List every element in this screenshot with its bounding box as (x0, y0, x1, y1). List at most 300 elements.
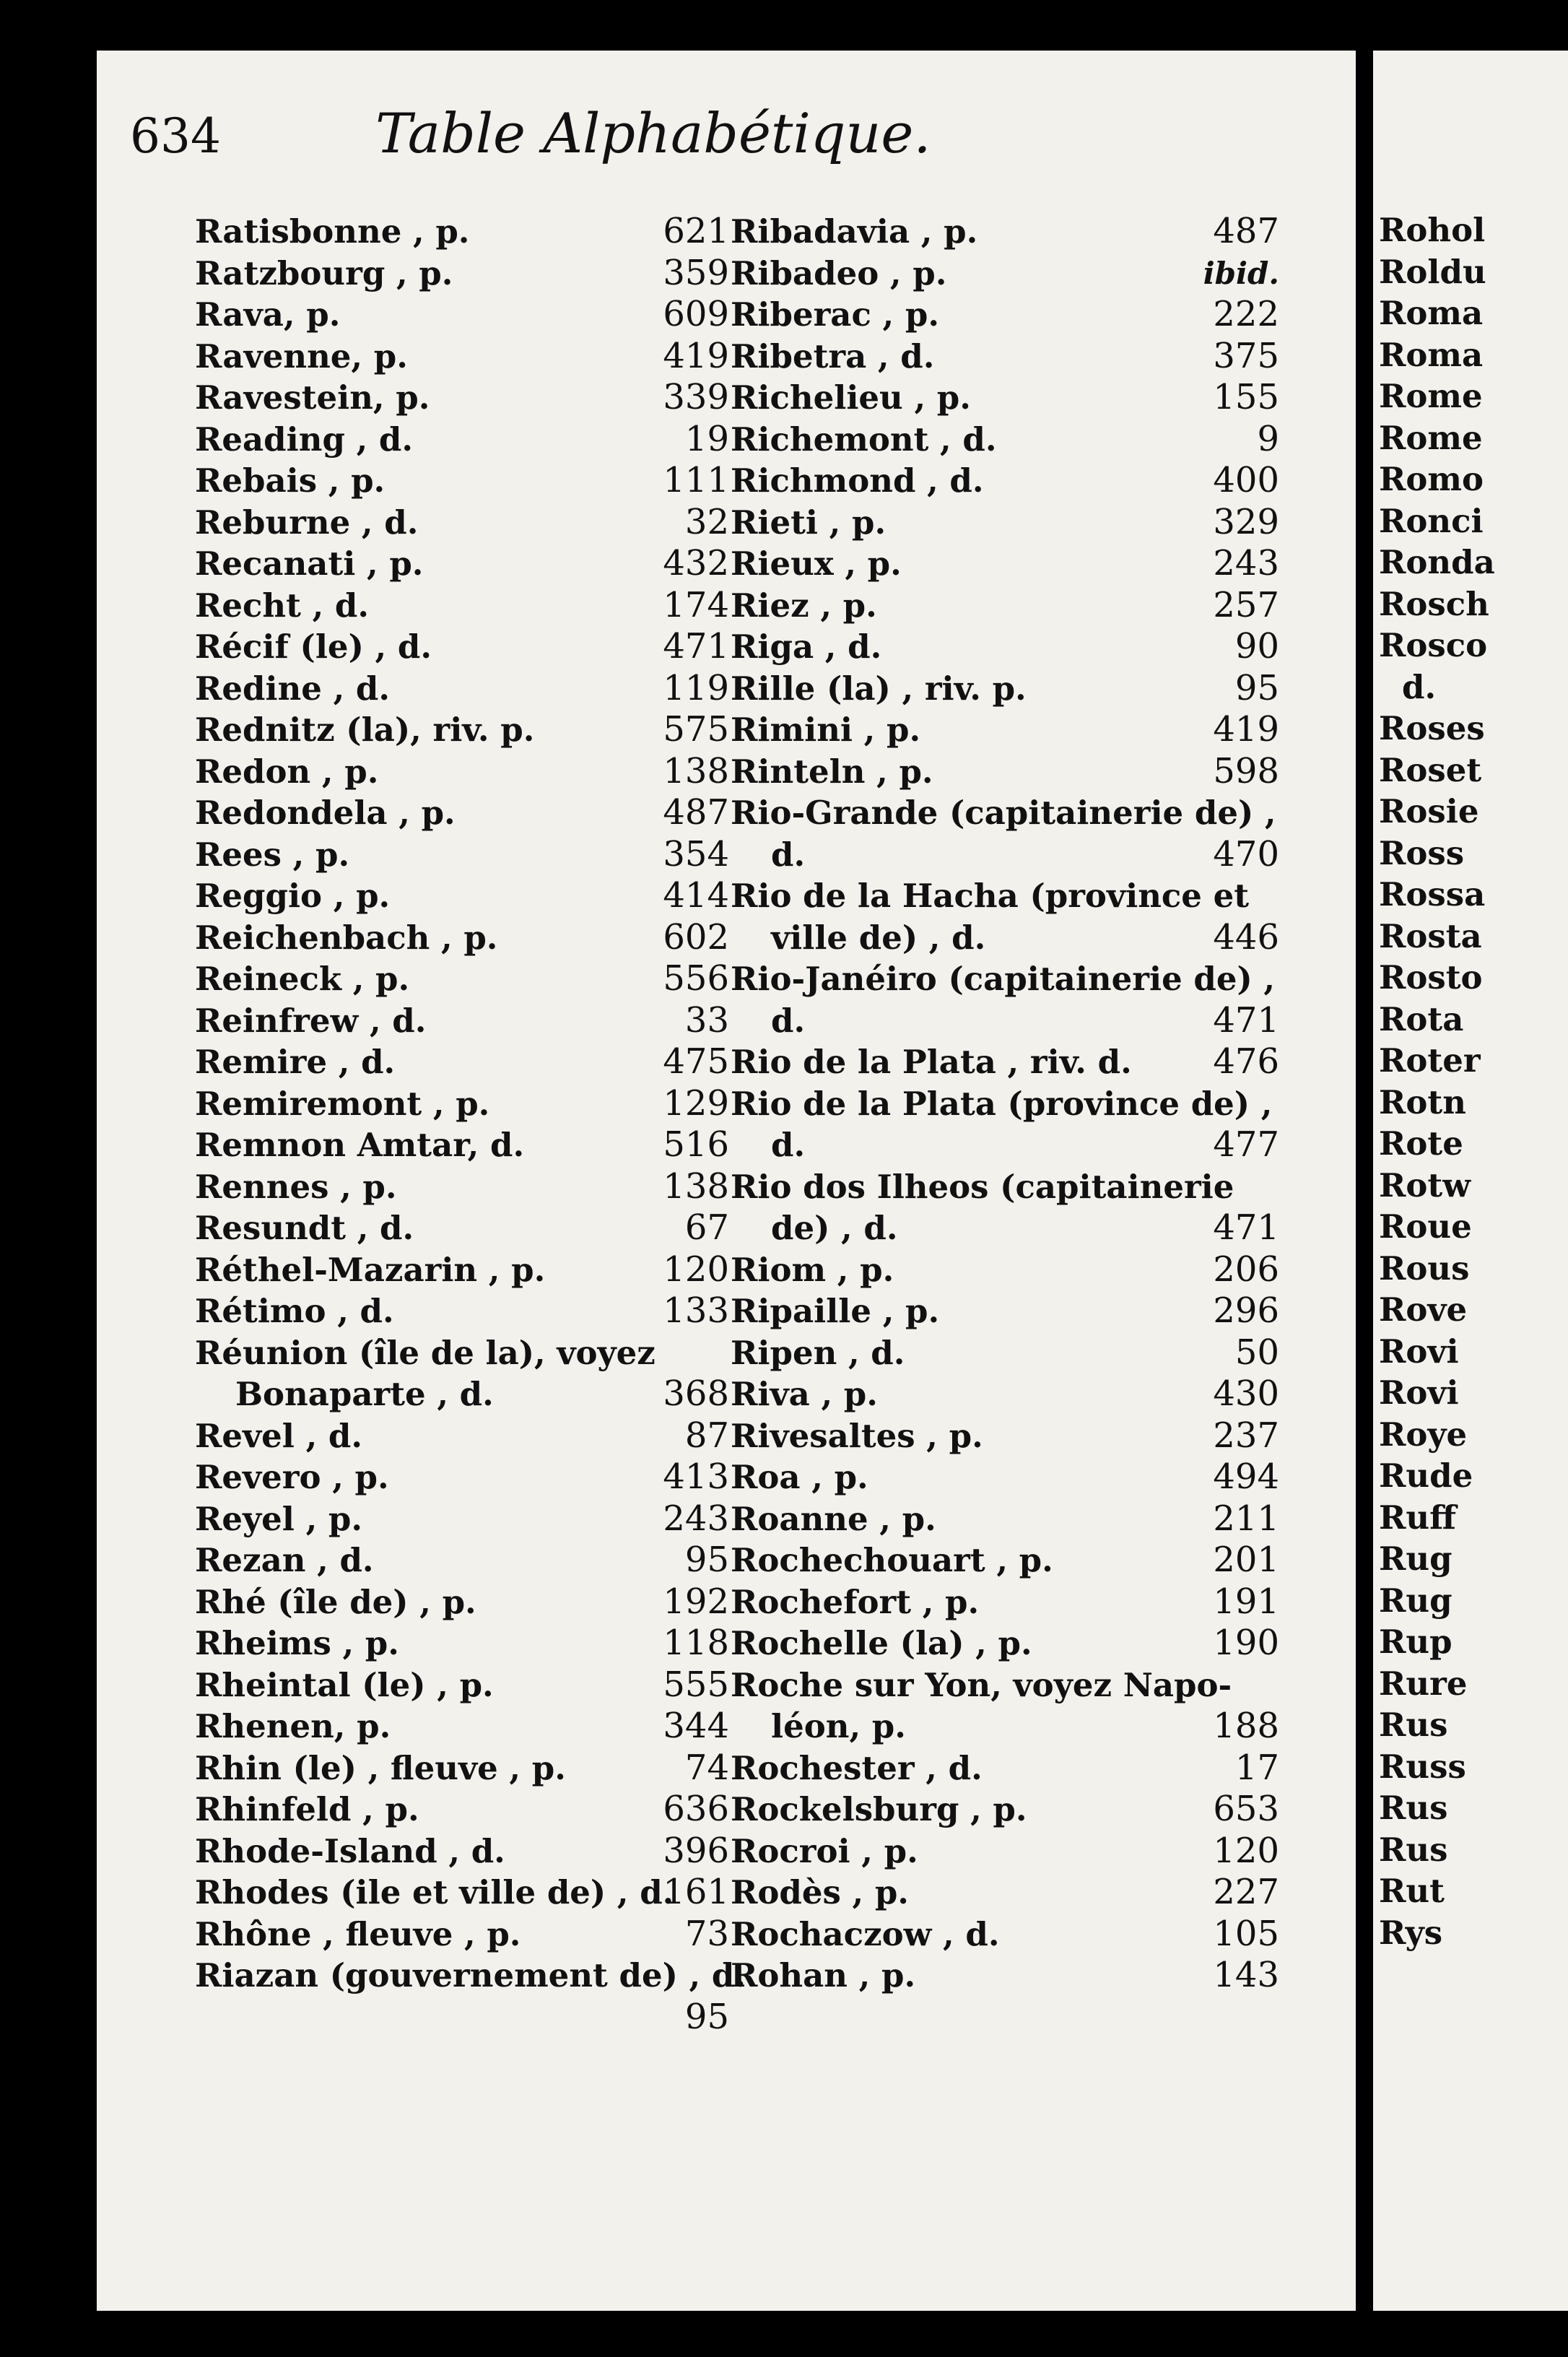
entry-page-number: 446 (1213, 916, 1279, 958)
entry-name: Ravenne, p. (195, 337, 408, 376)
index-entry (195, 834, 729, 876)
entry-name: Rio-Grande (capitainerie de) , (731, 794, 1276, 832)
facing-entry-fragment: Ronda (1379, 543, 1495, 581)
facing-entry-fragment: Rome (1379, 377, 1483, 415)
entry-page-number: 90 (1234, 626, 1279, 667)
entry-page-number: 67 (684, 1207, 729, 1248)
entry-name: Bonaparte , d. (235, 1375, 494, 1413)
entry-page-number: 516 (663, 1124, 729, 1165)
entry-name: Rodès , p. (731, 1873, 909, 1911)
entry-page-number: 414 (663, 875, 729, 916)
facing-entry-fragment: Rotw (1379, 1166, 1471, 1204)
entry-page-number: 471 (1213, 999, 1279, 1041)
entry-page-number: 432 (663, 543, 729, 583)
entry-page-number: 470 (1213, 833, 1279, 874)
entry-name: Rohan , p. (731, 1956, 916, 1994)
entry-page-number: 243 (663, 1498, 729, 1539)
entry-page-number: 118 (663, 1623, 729, 1663)
entry-page-number: 95 (684, 1540, 729, 1580)
entry-name: Rio dos Ilheos (capitainerie (731, 1167, 1234, 1206)
index-entry (731, 875, 1279, 917)
entry-name: Rio de la Plata (province de) , (731, 1084, 1273, 1123)
index-entry (195, 336, 729, 378)
entry-name: Rochechouart , p. (731, 1541, 1053, 1579)
index-entry (195, 875, 729, 917)
facing-entry-fragment: Roldu (1379, 252, 1486, 291)
index-entry (731, 211, 1279, 253)
entry-name: Réunion (île de la), voyez (195, 1333, 655, 1372)
index-entry (195, 1748, 729, 1789)
entry-page-number: 73 (684, 1913, 729, 1954)
index-entry (731, 1373, 1279, 1415)
index-column-left (195, 211, 746, 2038)
entry-page-number: 227 (1213, 1872, 1279, 1912)
entry-name: Rhinfeld , p. (195, 1790, 419, 1828)
entry-page-number: 120 (1213, 1830, 1279, 1871)
facing-entry-fragment: Rous (1379, 1249, 1470, 1288)
index-entry (195, 1540, 729, 1581)
entry-name: Ripen , d. (731, 1333, 905, 1372)
entry-name: Rockelsburg , p. (731, 1790, 1027, 1828)
entry-name: Ravestein, p. (195, 378, 430, 417)
facing-entry-fragment: Ronci (1379, 501, 1484, 540)
index-entry (195, 502, 729, 544)
index-entry (731, 1083, 1279, 1125)
entry-page-number: 87 (684, 1415, 729, 1456)
entry-name: Rinteln , p. (731, 752, 933, 791)
entry-page-number: 143 (1213, 1955, 1279, 1995)
facing-entry-fragment: Roses (1379, 709, 1485, 747)
index-entry (195, 585, 729, 627)
index-entry (195, 1664, 729, 1706)
index-entry (731, 1415, 1279, 1457)
entry-page-number: 555 (663, 1664, 729, 1705)
facing-entry-fragment: Rys (1379, 1913, 1443, 1952)
entry-name: Reading , d. (195, 420, 414, 459)
index-entry (195, 792, 729, 834)
entry-name: Riga , d. (731, 628, 882, 666)
page-gutter (1356, 0, 1373, 2357)
facing-entry-fragment: Romo (1379, 460, 1484, 498)
facing-entry-fragment: Rosco (1379, 626, 1488, 664)
entry-page-number: 344 (663, 1706, 729, 1746)
index-entry (731, 1581, 1279, 1623)
facing-entry-fragment: Rohol (1379, 211, 1486, 249)
entry-name: Rheintal (le) , p. (195, 1665, 494, 1704)
facing-entry-fragment: Roset (1379, 750, 1482, 789)
facing-entry-fragment: Rug (1379, 1540, 1452, 1578)
entry-page-number: 237 (1213, 1415, 1279, 1456)
index-entry (731, 1540, 1279, 1581)
entry-name: Rhône , fleuve , p. (195, 1914, 521, 1953)
index-entry (731, 294, 1279, 336)
index-entry (195, 751, 729, 793)
entry-page-number: 413 (663, 1457, 729, 1497)
entry-name: d. (771, 835, 806, 874)
entry-name: Redondela , p. (195, 794, 456, 832)
entry-name: Rhé (île de) , p. (195, 1582, 476, 1621)
index-entry (731, 1623, 1279, 1664)
entry-page-number: 602 (663, 916, 729, 958)
facing-entry-fragment: Rote (1379, 1124, 1463, 1163)
index-entry (195, 917, 729, 959)
entry-name: Rhode-Island , d. (195, 1831, 505, 1870)
index-entry (195, 211, 729, 253)
facing-entry-fragment: d. (1402, 667, 1437, 706)
entry-name: Reyel , p. (195, 1499, 363, 1538)
index-entry (731, 1290, 1279, 1332)
entry-name: Remnon Amtar, d. (195, 1126, 525, 1164)
entry-name: Rocroi , p. (731, 1831, 918, 1870)
index-entry (195, 377, 729, 419)
entry-name: Reinfrew , d. (195, 1001, 427, 1040)
entry-name: Resundt , d. (195, 1209, 414, 1247)
entry-page-number: 129 (663, 1082, 729, 1124)
entry-name: léon, p. (771, 1707, 906, 1745)
entry-name: Rees , p. (195, 835, 350, 874)
entry-page-number: 174 (663, 584, 729, 625)
facing-entry-fragment: Roma (1379, 294, 1484, 332)
index-entry (731, 1041, 1279, 1083)
facing-entry-fragment: Roter (1379, 1041, 1481, 1080)
entry-name: Rezan , d. (195, 1541, 374, 1579)
entry-name: Riom , p. (731, 1250, 894, 1289)
entry-page-number: 396 (663, 1830, 729, 1871)
index-entry (195, 1872, 729, 1914)
entry-name: Ratzbourg , p. (195, 253, 453, 292)
facing-entry-fragment: Roue (1379, 1207, 1472, 1246)
entry-page-number: 419 (663, 335, 729, 376)
facing-entry-fragment: Russ (1379, 1747, 1466, 1786)
entry-name: de) , d. (771, 1209, 898, 1247)
entry-page-number: 119 (663, 667, 729, 708)
entry-name: Revel , d. (195, 1416, 363, 1455)
entry-page-number: 375 (1213, 335, 1279, 376)
entry-page-number: 575 (663, 709, 729, 750)
facing-entry-fragment: Rosie (1379, 792, 1479, 830)
entry-page-number: 556 (663, 958, 729, 999)
entry-page-number: 222 (1213, 294, 1279, 334)
entry-name: Ribadavia , p. (731, 212, 978, 251)
index-column-right (731, 211, 1279, 1997)
entry-name: Ratisbonne , p. (195, 212, 470, 251)
index-entry (195, 1831, 729, 1872)
entry-name: ville de) , d. (771, 918, 986, 957)
entry-name: Riazan (gouvernement de) , d. (195, 1956, 746, 1994)
entry-name: Roanne , p. (731, 1499, 936, 1538)
index-entry (731, 377, 1279, 419)
facing-entry-fragment: Rus (1379, 1789, 1448, 1827)
entry-name: Rochester , d. (731, 1748, 983, 1787)
entry-page-number: 487 (1213, 211, 1279, 251)
entry-name: Roa , p. (731, 1458, 868, 1496)
index-entry (195, 709, 729, 751)
entry-page-number: 430 (1213, 1373, 1279, 1414)
entry-name: Redine , d. (195, 669, 391, 708)
index-entry (731, 1124, 1279, 1166)
entry-name: Rio de la Hacha (province et (731, 877, 1250, 915)
entry-name: Redon , p. (195, 752, 379, 791)
entry-name: Reburne , d. (195, 503, 419, 542)
index-entry (731, 626, 1279, 668)
index-entry (731, 253, 1279, 295)
index-entry (731, 1872, 1279, 1914)
index-entry (731, 1457, 1279, 1498)
index-entry (195, 1332, 729, 1374)
entry-page-number: 17 (1234, 1747, 1279, 1788)
entry-name: d. (771, 1001, 806, 1040)
entry-page-number: 155 (1213, 377, 1279, 417)
entry-name: Recht , d. (195, 586, 370, 625)
index-entry (195, 543, 729, 585)
index-entry (731, 792, 1279, 834)
entry-page-number: 133 (663, 1290, 729, 1331)
entry-page-number: 19 (684, 418, 729, 459)
index-entry (731, 336, 1279, 378)
index-entry (195, 1623, 729, 1664)
facing-entry-fragment: Rosto (1379, 958, 1483, 997)
entry-page-number: 95 (684, 1996, 729, 2037)
index-entry (731, 1706, 1279, 1748)
entry-page-number: 598 (1213, 750, 1279, 791)
index-entry (195, 1041, 729, 1083)
entry-page-number: 138 (663, 1166, 729, 1207)
index-entry (731, 460, 1279, 502)
entry-name: Rivesaltes , p. (731, 1416, 983, 1455)
facing-entry-fragment: Roma (1379, 335, 1484, 374)
index-entry (731, 1207, 1279, 1249)
entry-page-number: ibid. (1203, 255, 1279, 291)
index-entry (195, 1581, 729, 1623)
entry-name: Reineck , p. (195, 960, 410, 998)
entry-name: Reggio , p. (195, 877, 391, 915)
facing-entry-fragment: Rovi (1379, 1373, 1459, 1412)
index-entry (195, 1457, 729, 1498)
index-entry (731, 834, 1279, 876)
entry-name: Rio de la Plata , riv. d. (731, 1043, 1132, 1081)
entry-name: Richemont , d. (731, 420, 997, 459)
entry-name: Riva , p. (731, 1375, 878, 1413)
index-entry (195, 1914, 729, 1956)
entry-page-number: 206 (1213, 1249, 1279, 1290)
entry-name: Roche sur Yon, voyez Napo- (731, 1665, 1232, 1704)
index-entry (731, 1831, 1279, 1872)
index-entry (195, 1789, 729, 1831)
facing-page-entries (1373, 209, 1495, 1953)
index-entry (731, 917, 1279, 959)
index-entry (195, 1207, 729, 1249)
entry-page-number: 476 (1213, 1041, 1279, 1082)
facing-entry-fragment: Rug (1379, 1581, 1452, 1620)
entry-name: Rhenen, p. (195, 1707, 391, 1745)
entry-page-number: 621 (663, 211, 729, 251)
index-entry (195, 1083, 729, 1125)
entry-page-number: 475 (663, 1041, 729, 1082)
entry-page-number: 111 (663, 460, 729, 500)
index-entry (731, 668, 1279, 710)
entry-page-number: 636 (663, 1789, 729, 1829)
index-entry (195, 253, 729, 295)
index-entry (195, 419, 729, 461)
index-entry (195, 1997, 729, 2039)
facing-page-fragment (1373, 51, 1568, 2311)
index-entry (195, 1166, 729, 1208)
index-entry (195, 1290, 729, 1332)
entry-page-number: 188 (1213, 1706, 1279, 1746)
index-entry (731, 1249, 1279, 1291)
entry-name: Rille (la) , riv. p. (731, 669, 1027, 708)
index-entry (195, 1706, 729, 1748)
entry-name: Rennes , p. (195, 1167, 397, 1206)
entry-page-number: 419 (1213, 709, 1279, 750)
index-entry (195, 1415, 729, 1457)
entry-page-number: 201 (1213, 1540, 1279, 1580)
entry-name: Rava, p. (195, 295, 341, 334)
entry-name: d. (771, 1126, 806, 1164)
entry-name: Richelieu , p. (731, 378, 971, 417)
entry-page-number: 33 (684, 999, 729, 1041)
entry-name: Reichenbach , p. (195, 918, 498, 957)
index-entry (195, 668, 729, 710)
facing-entry-fragment: Roye (1379, 1415, 1468, 1454)
entry-name: Rednitz (la), riv. p. (195, 711, 535, 749)
entry-page-number: 653 (1213, 1789, 1279, 1829)
page-number: 634 (130, 108, 221, 164)
entry-page-number: 477 (1213, 1124, 1279, 1165)
facing-entry-fragment: Rure (1379, 1664, 1468, 1703)
entry-name: Rochaczow , d. (731, 1914, 1000, 1953)
entry-name: Rétimo , d. (195, 1292, 394, 1330)
index-entry (195, 1498, 729, 1540)
entry-name: Remiremont , p. (195, 1084, 490, 1123)
entry-page-number: 339 (663, 377, 729, 417)
index-entry (195, 958, 729, 1000)
entry-name: Rimini , p. (731, 711, 921, 749)
entry-name: Rieti , p. (731, 503, 887, 542)
index-entry (731, 585, 1279, 627)
index-entry (731, 751, 1279, 793)
entry-name: Ribadeo , p. (731, 253, 947, 292)
index-entry (195, 626, 729, 668)
entry-name: Rebais , p. (195, 461, 386, 500)
facing-entry-fragment: Rota (1379, 999, 1464, 1038)
entry-name: Rhodes (ile et ville de) , d. (195, 1873, 674, 1911)
entry-name: Remire , d. (195, 1043, 396, 1081)
entry-name: Revero , p. (195, 1458, 389, 1496)
entry-name: Rheims , p. (195, 1624, 399, 1662)
index-entry (195, 1000, 729, 1042)
entry-name: Riez , p. (731, 586, 877, 625)
facing-entry-fragment: Rossa (1379, 875, 1486, 913)
entry-page-number: 95 (1234, 667, 1279, 708)
entry-page-number: 471 (1213, 1207, 1279, 1248)
page-header (130, 101, 1141, 188)
entry-name: Récif (le) , d. (195, 628, 432, 666)
index-entry (195, 294, 729, 336)
entry-page-number: 487 (663, 792, 729, 833)
entry-page-number: 161 (663, 1872, 729, 1912)
facing-entry-fragment: Rovi (1379, 1332, 1459, 1371)
facing-entry-fragment: Rosta (1379, 916, 1482, 955)
facing-entry-fragment: Rude (1379, 1457, 1473, 1495)
facing-entry-fragment: Rup (1379, 1623, 1452, 1661)
index-entry (731, 1914, 1279, 1956)
index-entry (731, 1000, 1279, 1042)
entry-name: Ripaille , p. (731, 1292, 940, 1330)
entry-name: Richmond , d. (731, 461, 984, 500)
index-entry (731, 1332, 1279, 1374)
index-entry (731, 1789, 1279, 1831)
entry-page-number: 192 (663, 1581, 729, 1622)
entry-page-number: 120 (663, 1249, 729, 1290)
index-entry (731, 709, 1279, 751)
entry-name: Riberac , p. (731, 295, 939, 334)
index-entry (731, 1748, 1279, 1789)
index-entry (731, 419, 1279, 461)
facing-entry-fragment: Rosch (1379, 584, 1489, 623)
entry-name: Rhin (le) , fleuve , p. (195, 1748, 566, 1787)
entry-page-number: 50 (1234, 1332, 1279, 1373)
facing-entry-fragment: Ross (1379, 833, 1465, 872)
index-entry (731, 1664, 1279, 1706)
entry-page-number: 32 (684, 501, 729, 542)
entry-name: Réthel-Mazarin , p. (195, 1250, 546, 1289)
index-entry (731, 1955, 1279, 1997)
entry-page-number: 191 (1213, 1581, 1279, 1622)
entry-name: Recanati , p. (195, 544, 424, 583)
facing-entry-fragment: Rome (1379, 418, 1483, 457)
entry-page-number: 359 (663, 252, 729, 293)
index-entry (195, 1373, 729, 1415)
entry-page-number: 243 (1213, 543, 1279, 583)
entry-page-number: 211 (1213, 1498, 1279, 1539)
index-entry (195, 460, 729, 502)
index-entry (195, 1249, 729, 1291)
entry-name: Rochelle (la) , p. (731, 1624, 1032, 1662)
facing-entry-fragment: Rus (1379, 1830, 1448, 1869)
entry-page-number: 494 (1213, 1457, 1279, 1497)
entry-name: Rio-Janéiro (capitainerie de) , (731, 960, 1276, 998)
entry-page-number: 400 (1213, 460, 1279, 500)
entry-page-number: 296 (1213, 1290, 1279, 1331)
index-entry (731, 1498, 1279, 1540)
entry-page-number: 329 (1213, 501, 1279, 542)
index-entry (731, 1166, 1279, 1208)
facing-entry-fragment: Ruff (1379, 1498, 1457, 1537)
index-entry (731, 502, 1279, 544)
entry-page-number: 105 (1213, 1913, 1279, 1954)
index-entry (195, 1124, 729, 1166)
index-entry (731, 543, 1279, 585)
facing-entry-fragment: Rotn (1379, 1082, 1466, 1121)
entry-page-number: 471 (663, 626, 729, 667)
entry-page-number: 190 (1213, 1623, 1279, 1663)
entry-page-number: 354 (663, 833, 729, 874)
entry-name: Rochefort , p. (731, 1582, 980, 1621)
entry-page-number: 368 (663, 1373, 729, 1414)
page-title: Table Alphabétique. (375, 101, 931, 165)
facing-entry-fragment: Rove (1379, 1290, 1468, 1329)
entry-name: Ribetra , d. (731, 337, 935, 376)
entry-name: Rieux , p. (731, 544, 902, 583)
entry-page-number: 9 (1257, 418, 1279, 459)
index-entry (731, 958, 1279, 1000)
entry-page-number: 74 (684, 1747, 729, 1788)
entry-page-number: 138 (663, 750, 729, 791)
facing-entry-fragment: Rut (1379, 1872, 1445, 1910)
index-entry (195, 1955, 746, 1997)
facing-entry-fragment: Rus (1379, 1706, 1448, 1744)
